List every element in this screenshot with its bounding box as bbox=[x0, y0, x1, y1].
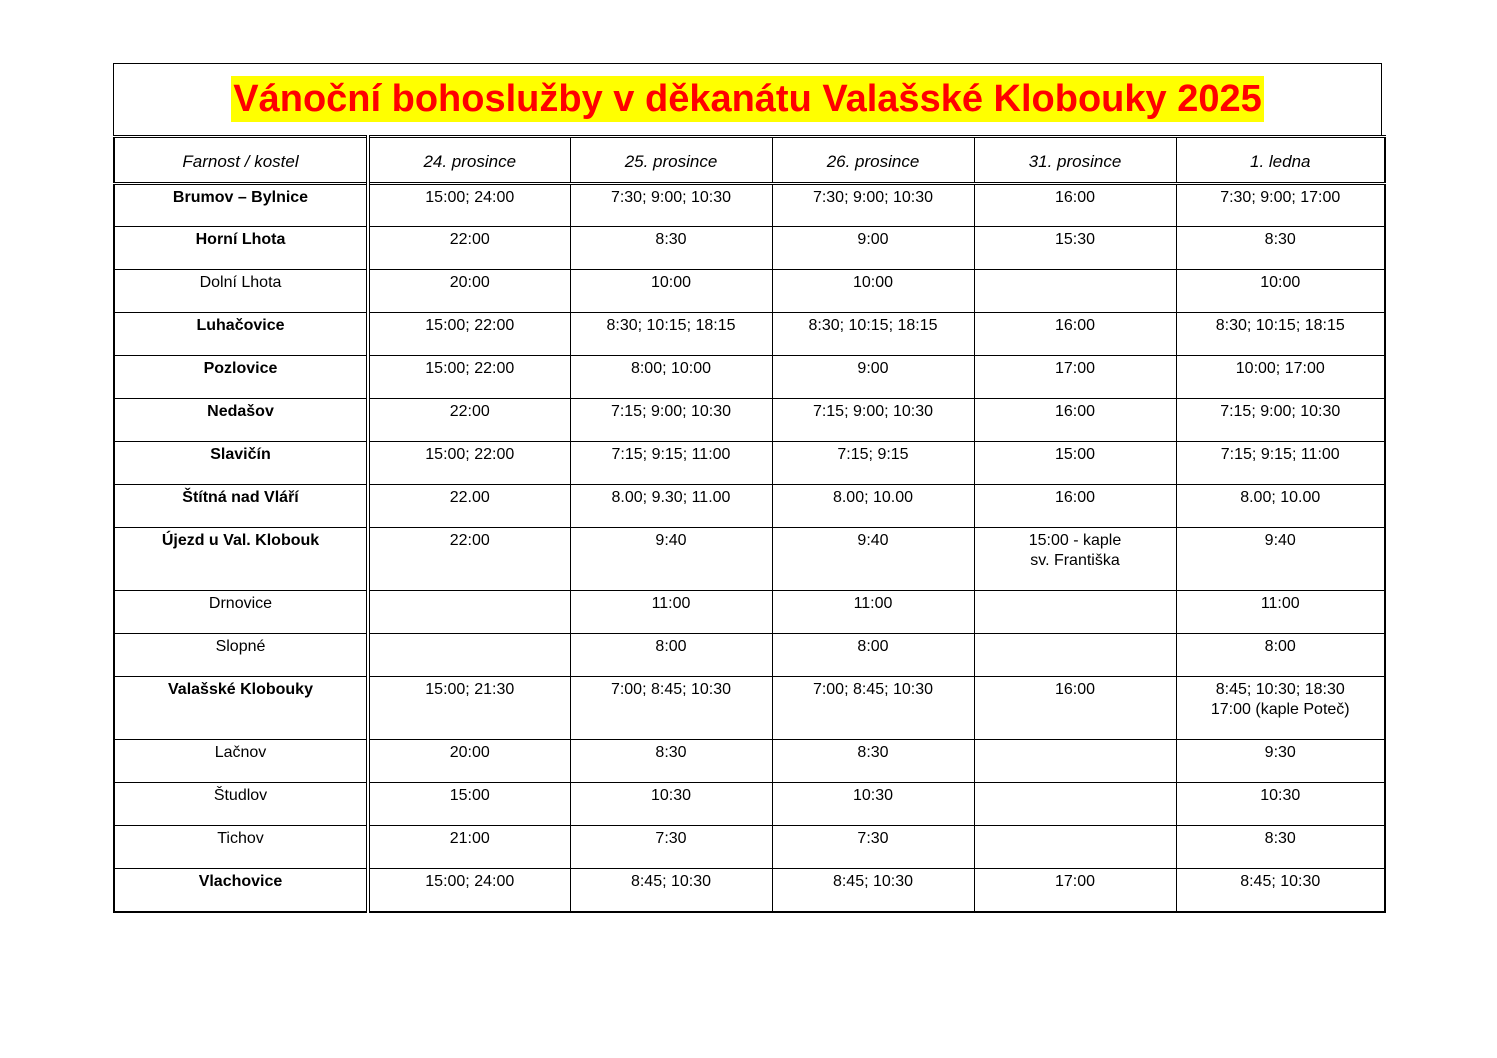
table-row bbox=[114, 227, 1385, 270]
time-text: 15:00; 24:00 bbox=[425, 189, 515, 206]
header-dec-25: 25. prosince bbox=[570, 137, 772, 184]
time-cell bbox=[974, 869, 1176, 912]
time-text: 9:00 bbox=[857, 231, 889, 248]
time-cell bbox=[570, 826, 772, 869]
time-cell bbox=[772, 528, 974, 591]
parish-name: Valašské Klobouky bbox=[114, 677, 368, 740]
time-text: 8.00; 9.30; 11.00 bbox=[611, 489, 731, 506]
time-text: 8:30 bbox=[1264, 231, 1296, 248]
time-cell bbox=[368, 783, 570, 826]
table-row bbox=[114, 270, 1385, 313]
time-cell bbox=[1176, 184, 1385, 227]
time-text: 7:15; 9:00; 10:30 bbox=[812, 403, 934, 420]
time-text: 8:45; 10:30; 18:30 bbox=[1215, 681, 1345, 698]
header-dec-26: 26. prosince bbox=[772, 137, 974, 184]
time-text: 8:45; 10:30 bbox=[630, 873, 712, 890]
time-cell bbox=[368, 227, 570, 270]
time-text: 15:00 bbox=[449, 787, 490, 804]
time-cell bbox=[772, 591, 974, 634]
time-text: 22:00 bbox=[449, 532, 490, 549]
time-cell bbox=[368, 740, 570, 783]
table-row bbox=[114, 634, 1385, 677]
table-row bbox=[114, 826, 1385, 869]
time-text: 16:00 bbox=[1054, 403, 1096, 420]
time-text: 8:30; 10:15; 18:15 bbox=[606, 317, 736, 334]
time-text: 10:00 bbox=[650, 274, 692, 291]
time-cell bbox=[974, 399, 1176, 442]
time-cell bbox=[1176, 677, 1385, 740]
table-row bbox=[114, 442, 1385, 485]
time-text: 7:30; 9:00; 10:30 bbox=[610, 189, 732, 206]
title-box bbox=[113, 63, 1382, 135]
time-text: 7:30; 9:00; 17:00 bbox=[1220, 189, 1341, 206]
time-cell bbox=[772, 485, 974, 528]
time-text: 16:00 bbox=[1054, 189, 1096, 206]
time-cell bbox=[1176, 740, 1385, 783]
time-text: 22.00 bbox=[449, 489, 490, 506]
time-text: 7:30; 9:00; 10:30 bbox=[812, 189, 934, 206]
parish-name: Nedašov bbox=[114, 399, 368, 442]
page-title: Vánoční bohoslužby v děkanátu Valašské Klobouky 2025 bbox=[233, 78, 1262, 120]
table-row bbox=[114, 591, 1385, 634]
time-cell bbox=[974, 591, 1176, 634]
schedule-table bbox=[113, 135, 1386, 913]
time-cell bbox=[772, 442, 974, 485]
time-cell bbox=[772, 740, 974, 783]
time-cell bbox=[368, 677, 570, 740]
time-cell bbox=[1176, 826, 1385, 869]
time-cell bbox=[974, 270, 1176, 313]
parish-name: Tichov bbox=[114, 826, 368, 869]
time-text: 16:00 bbox=[1054, 681, 1096, 698]
time-text: 9:00 bbox=[857, 360, 889, 377]
time-text: 8.00; 10.00 bbox=[832, 489, 914, 506]
time-text: 8:30 bbox=[1264, 830, 1296, 847]
table-row bbox=[114, 869, 1385, 912]
time-cell bbox=[368, 869, 570, 912]
parish-name: Luhačovice bbox=[114, 313, 368, 356]
time-text: 11:00 bbox=[651, 595, 691, 612]
time-cell bbox=[1176, 869, 1385, 912]
time-cell bbox=[368, 184, 570, 227]
time-cell bbox=[570, 869, 772, 912]
time-cell bbox=[570, 227, 772, 270]
time-text: 11:00 bbox=[1260, 595, 1300, 612]
time-text: 10:30 bbox=[650, 787, 692, 804]
time-cell bbox=[772, 399, 974, 442]
time-text: 15:00; 21:30 bbox=[425, 681, 515, 698]
table-row bbox=[114, 313, 1385, 356]
time-cell bbox=[368, 399, 570, 442]
time-cell bbox=[368, 826, 570, 869]
time-cell bbox=[570, 442, 772, 485]
time-cell bbox=[368, 356, 570, 399]
time-text: 20:00 bbox=[449, 744, 490, 761]
time-cell bbox=[772, 783, 974, 826]
time-text: 8:00; 10:00 bbox=[630, 360, 712, 377]
time-cell bbox=[368, 591, 570, 634]
time-text: 15:00; 24:00 bbox=[425, 873, 515, 890]
time-cell bbox=[1176, 399, 1385, 442]
parish-name: Štítná nad Vláří bbox=[114, 485, 368, 528]
time-cell bbox=[368, 528, 570, 591]
header-jan-1: 1. ledna bbox=[1176, 137, 1385, 184]
time-text: 22:00 bbox=[449, 231, 490, 248]
time-text: 7:15; 9:00; 10:30 bbox=[610, 403, 732, 420]
time-cell bbox=[570, 485, 772, 528]
time-cell bbox=[772, 184, 974, 227]
time-cell bbox=[570, 399, 772, 442]
time-text: 8:45; 10:30 bbox=[832, 873, 914, 890]
time-cell bbox=[772, 227, 974, 270]
time-text: 9:40 bbox=[655, 532, 687, 549]
time-cell bbox=[974, 826, 1176, 869]
time-cell bbox=[974, 528, 1176, 591]
parish-name: Lačnov bbox=[114, 740, 368, 783]
table-header-row bbox=[114, 137, 1385, 184]
time-cell bbox=[1176, 313, 1385, 356]
parish-name: Brumov – Bylnice bbox=[114, 184, 368, 227]
time-cell bbox=[974, 485, 1176, 528]
header-parish: Farnost / kostel bbox=[114, 137, 368, 184]
time-cell bbox=[1176, 270, 1385, 313]
time-cell bbox=[1176, 227, 1385, 270]
time-cell bbox=[570, 313, 772, 356]
time-text: 10:00; 17:00 bbox=[1235, 360, 1325, 377]
time-text: 9:40 bbox=[1264, 532, 1296, 549]
time-text: 10:00 bbox=[1260, 274, 1301, 291]
time-text: 8:30 bbox=[857, 744, 889, 761]
time-text: 7:15; 9:15 bbox=[837, 446, 909, 463]
time-text: 7:30 bbox=[857, 830, 889, 847]
time-text: 21:00 bbox=[449, 830, 490, 847]
header-dec-24: 24. prosince bbox=[368, 137, 570, 184]
time-cell bbox=[772, 869, 974, 912]
time-text: 22:00 bbox=[449, 403, 490, 420]
time-cell bbox=[368, 442, 570, 485]
time-text: 10:00 bbox=[852, 274, 894, 291]
time-text: 8:30; 10:15; 18:15 bbox=[808, 317, 938, 334]
time-cell bbox=[570, 740, 772, 783]
time-text: 11:00 bbox=[853, 595, 893, 612]
time-cell bbox=[1176, 634, 1385, 677]
parish-name: Študlov bbox=[114, 783, 368, 826]
time-cell bbox=[570, 528, 772, 591]
time-text: 9:40 bbox=[857, 532, 889, 549]
time-text: 10:30 bbox=[852, 787, 894, 804]
time-cell bbox=[974, 356, 1176, 399]
table-row bbox=[114, 485, 1385, 528]
time-text: 17:00 bbox=[1054, 360, 1096, 377]
time-text: 16:00 bbox=[1054, 489, 1096, 506]
table-row bbox=[114, 356, 1385, 399]
parish-name: Újezd u Val. Klobouk bbox=[114, 528, 368, 591]
time-text: 17:00 bbox=[1054, 873, 1096, 890]
time-cell bbox=[974, 227, 1176, 270]
time-text: 8:00 bbox=[1264, 638, 1296, 655]
parish-name: Slopné bbox=[114, 634, 368, 677]
time-text-extra: sv. Františka bbox=[1030, 552, 1120, 569]
time-text: 8.00; 10.00 bbox=[1240, 489, 1321, 506]
parish-name: Drnovice bbox=[114, 591, 368, 634]
time-cell bbox=[772, 677, 974, 740]
parish-name: Dolní Lhota bbox=[114, 270, 368, 313]
parish-name: Horní Lhota bbox=[114, 227, 368, 270]
time-cell bbox=[1176, 356, 1385, 399]
time-cell bbox=[1176, 528, 1385, 591]
time-cell bbox=[368, 485, 570, 528]
time-text-extra: 17:00 (kaple Poteč) bbox=[1210, 701, 1350, 718]
time-text: 9:30 bbox=[1264, 744, 1296, 761]
time-text: 8:30 bbox=[655, 744, 687, 761]
time-text: 8:45; 10:30 bbox=[1240, 873, 1321, 890]
time-cell bbox=[570, 783, 772, 826]
time-text: 8:30 bbox=[655, 231, 687, 248]
time-cell bbox=[570, 184, 772, 227]
time-text: 7:15; 9:15; 11:00 bbox=[611, 446, 731, 463]
time-text: 15:00 bbox=[1054, 446, 1096, 463]
time-text: 7:15; 9:00; 10:30 bbox=[1220, 403, 1341, 420]
time-text: 15:00; 22:00 bbox=[425, 360, 515, 377]
time-cell bbox=[570, 677, 772, 740]
time-text: 8:30; 10:15; 18:15 bbox=[1215, 317, 1345, 334]
parish-name: Slavičín bbox=[114, 442, 368, 485]
time-cell bbox=[570, 270, 772, 313]
table-row bbox=[114, 740, 1385, 783]
time-cell bbox=[570, 591, 772, 634]
time-cell bbox=[368, 313, 570, 356]
time-text: 15:00; 22:00 bbox=[425, 446, 515, 463]
time-cell bbox=[570, 634, 772, 677]
header-dec-31: 31. prosince bbox=[974, 137, 1176, 184]
time-text: 7:15; 9:15; 11:00 bbox=[1220, 446, 1340, 463]
table-row bbox=[114, 399, 1385, 442]
time-cell bbox=[974, 634, 1176, 677]
time-text: 8:00 bbox=[857, 638, 889, 655]
time-text: 7:00; 8:45; 10:30 bbox=[610, 681, 732, 698]
time-text: 15:30 bbox=[1054, 231, 1096, 248]
table-row bbox=[114, 184, 1385, 227]
time-cell bbox=[772, 313, 974, 356]
time-cell bbox=[974, 184, 1176, 227]
time-cell bbox=[974, 783, 1176, 826]
time-cell bbox=[772, 634, 974, 677]
time-cell bbox=[974, 442, 1176, 485]
time-cell bbox=[974, 313, 1176, 356]
time-cell bbox=[974, 677, 1176, 740]
time-cell bbox=[1176, 591, 1385, 634]
time-text: 16:00 bbox=[1054, 317, 1096, 334]
time-cell bbox=[772, 270, 974, 313]
parish-name: Pozlovice bbox=[114, 356, 368, 399]
time-cell bbox=[974, 740, 1176, 783]
time-cell bbox=[368, 634, 570, 677]
table-row bbox=[114, 677, 1385, 740]
table-row bbox=[114, 528, 1385, 591]
time-text: 15:00 - kaple bbox=[1028, 532, 1122, 549]
time-cell bbox=[368, 270, 570, 313]
time-cell bbox=[570, 356, 772, 399]
time-text: 8:00 bbox=[655, 638, 687, 655]
parish-name: Vlachovice bbox=[114, 869, 368, 912]
time-cell bbox=[772, 356, 974, 399]
time-text: 15:00; 22:00 bbox=[425, 317, 515, 334]
table-row bbox=[114, 783, 1385, 826]
time-text: 7:30 bbox=[655, 830, 687, 847]
time-text: 7:00; 8:45; 10:30 bbox=[812, 681, 934, 698]
table-body bbox=[114, 184, 1385, 912]
time-cell bbox=[1176, 783, 1385, 826]
time-text: 20:00 bbox=[449, 274, 490, 291]
time-cell bbox=[1176, 485, 1385, 528]
time-text: 10:30 bbox=[1260, 787, 1301, 804]
time-cell bbox=[1176, 442, 1385, 485]
time-cell bbox=[772, 826, 974, 869]
